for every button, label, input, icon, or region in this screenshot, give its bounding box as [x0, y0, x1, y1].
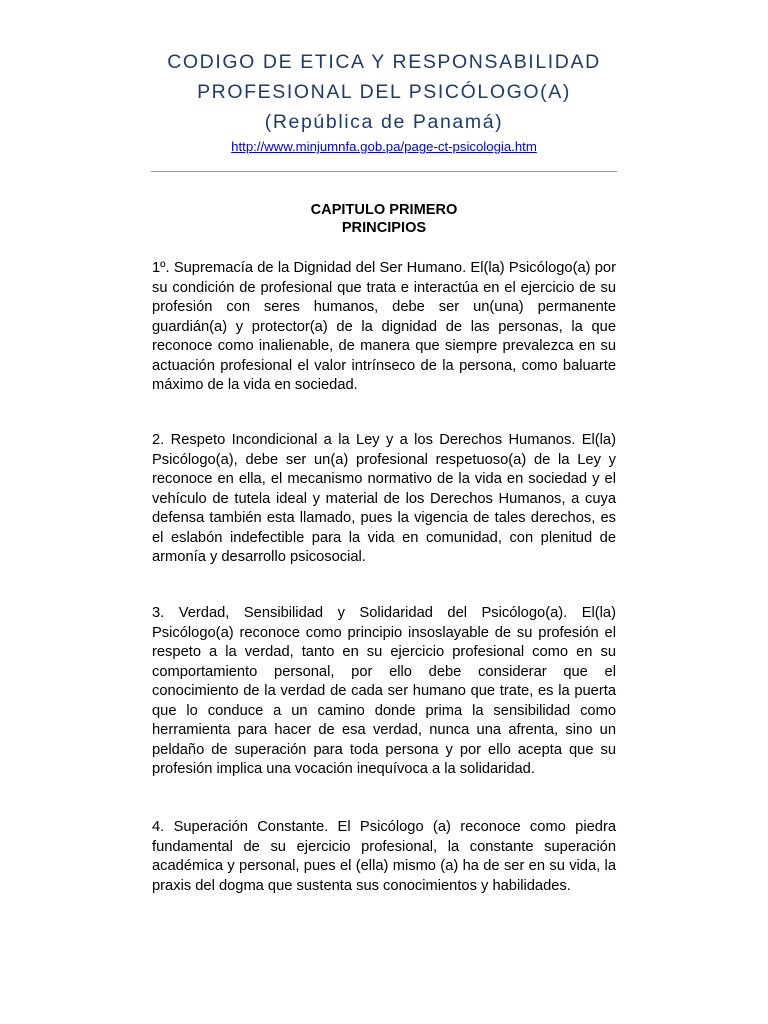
- paragraph-principle-3: 3. Verdad, Sensibilidad y Solidaridad del Psicólogo(a). El(la) Psicólogo(a) reconoce como principio insoslayable de su profesión el respeto a la verdad, tanto en su ejercicio profesional como en su comportamiento personal, por ello debe considerar que el conocimiento de la verdad de cada ser humano que trate, es la puerta que lo conduce a un camino donde prima la sensibilidad como herramienta para hacer de esa verdad, nunca una afrenta, sino un peldaño de superación para toda persona y por ello acepta que su profesión implica una vocación inequívoca a la solidaridad.: [152, 605, 616, 777]
- source-url-link[interactable]: http://www.minjumnfa.gob.pa/page-ct-psicologia.htm: [231, 139, 537, 154]
- document-title-line-1: CODIGO DE ETICA Y RESPONSABILIDAD: [167, 51, 601, 73]
- header-divider: [151, 171, 617, 172]
- paragraph-principle-2: 2. Respeto Incondicional a la Ley y a los Derechos Humanos. El(la) Psicólogo(a), debe ser un(a) profesional respetuoso(a) de la Ley y reconoce en ella, el mecanismo normativo de la vida en sociedad y el vehículo de tutela ideal y material de los Derechos Humanos, a cuya defensa también esta llamado, pues la vigencia de tales derechos, es el eslabón indefectible para la vida en comunidad, con plenitud de armonía y desarrollo psicosocial.: [152, 432, 616, 565]
- chapter-heading: CAPITULO PRIMERO: [310, 202, 458, 218]
- document-title-line-2: PROFESIONAL DEL PSICÓLOGO(A): [197, 81, 571, 103]
- paragraph-principle-4: 4. Superación Constante. El Psicólogo (a) reconoce como piedra fundamental de su ejercicio profesional, la constante superación académica y personal, pues el (ella) mismo (a) ha de ser en su vida, la praxis del dogma que sustenta sus conocimientos y habilidades.: [152, 819, 616, 894]
- document-subtitle-country: (República de Panamá): [264, 111, 504, 133]
- source-link-container: [0, 138, 768, 156]
- paragraph-principle-1: 1º. Supremacía de la Dignidad del Ser Humano. El(la) Psicólogo(a) por su condición de profesional que trata e interactúa en el ejercicio de su profesión con seres humanos, debe ser un(una) permanente guardián(a) y protector(a) de la dignidad de las personas, la que reconoce como inalienable, de manera que siempre prevalezca en su actuación profesional el valor intrínseco de la persona, como baluarte máximo de la vida en sociedad.: [152, 260, 616, 393]
- chapter-subheading: PRINCIPIOS: [341, 220, 427, 236]
